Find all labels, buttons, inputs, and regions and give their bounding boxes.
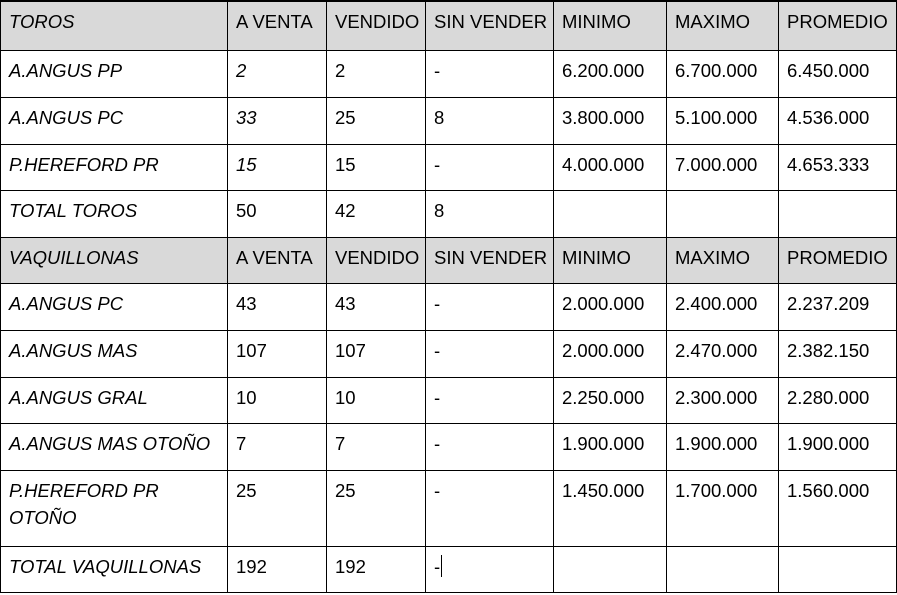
- table-row: [1, 50, 897, 97]
- maximo-cell: 1.700.000: [667, 470, 779, 546]
- header-minimo: MINIMO: [554, 237, 667, 283]
- table-row: [1, 97, 897, 144]
- breed-cell: A.ANGUS PC: [1, 97, 228, 144]
- maximo-cell: 2.300.000: [667, 377, 779, 423]
- total-vendido: 42: [327, 190, 426, 237]
- total-vendido: 192: [327, 546, 426, 592]
- toros-total-row: [1, 190, 897, 237]
- minimo-cell: 1.900.000: [554, 423, 667, 470]
- header-maximo: MAXIMO: [667, 1, 779, 50]
- header-promedio: PROMEDIO: [779, 237, 897, 283]
- breed-cell: P.HEREFORD PR: [1, 144, 228, 190]
- sin-vender-cell: -: [426, 423, 554, 470]
- maximo-cell: 2.470.000: [667, 330, 779, 377]
- promedio-cell: 6.450.000: [779, 50, 897, 97]
- vendido-cell: 43: [327, 283, 426, 330]
- vaquillonas-header-row: [1, 237, 897, 283]
- maximo-cell: 6.700.000: [667, 50, 779, 97]
- total-a-venta: 50: [228, 190, 327, 237]
- promedio-cell: 2.382.150: [779, 330, 897, 377]
- a-venta-cell: 33: [228, 97, 327, 144]
- total-sin-vender: -: [434, 555, 441, 577]
- header-sin-vender: SIN VENDER: [426, 1, 554, 50]
- total-promedio: [779, 190, 897, 237]
- total-label: TOTAL TOROS: [1, 190, 228, 237]
- table-row: [1, 283, 897, 330]
- a-venta-cell: 43: [228, 283, 327, 330]
- toros-header-row: [1, 1, 897, 50]
- vendido-cell: 2: [327, 50, 426, 97]
- total-sin-vender: 8: [426, 190, 554, 237]
- sin-vender-cell: -: [426, 144, 554, 190]
- table-row: [1, 330, 897, 377]
- minimo-cell: 4.000.000: [554, 144, 667, 190]
- total-minimo: [554, 190, 667, 237]
- table-row: [1, 144, 897, 190]
- minimo-cell: 3.800.000: [554, 97, 667, 144]
- sin-vender-cell: -: [426, 330, 554, 377]
- table-row: [1, 470, 897, 546]
- header-maximo: MAXIMO: [667, 237, 779, 283]
- a-venta-cell: 107: [228, 330, 327, 377]
- minimo-cell: 2.000.000: [554, 283, 667, 330]
- maximo-cell: 5.100.000: [667, 97, 779, 144]
- breed-cell: A.ANGUS MAS: [1, 330, 228, 377]
- total-a-venta: 192: [228, 546, 327, 592]
- breed-cell: A.ANGUS MAS OTOÑO: [1, 423, 228, 470]
- vendido-cell: 15: [327, 144, 426, 190]
- promedio-cell: 4.653.333: [779, 144, 897, 190]
- total-sin-vender-cell[interactable]: [426, 546, 554, 592]
- header-vendido: VENDIDO: [327, 1, 426, 50]
- promedio-cell: 1.560.000: [779, 470, 897, 546]
- minimo-cell: 1.450.000: [554, 470, 667, 546]
- table-row: [1, 423, 897, 470]
- header-a-venta: A VENTA: [228, 1, 327, 50]
- breed-cell: A.ANGUS GRAL: [1, 377, 228, 423]
- total-promedio: [779, 546, 897, 592]
- table-row: [1, 377, 897, 423]
- a-venta-cell: 15: [228, 144, 327, 190]
- header-minimo: MINIMO: [554, 1, 667, 50]
- sin-vender-cell: -: [426, 377, 554, 423]
- sin-vender-cell: -: [426, 283, 554, 330]
- a-venta-cell: 7: [228, 423, 327, 470]
- vendido-cell: 107: [327, 330, 426, 377]
- vendido-cell: 10: [327, 377, 426, 423]
- total-minimo: [554, 546, 667, 592]
- breed-cell: P.HEREFORD PR OTOÑO: [1, 470, 228, 546]
- breed-cell: A.ANGUS PP: [1, 50, 228, 97]
- sin-vender-cell: 8: [426, 97, 554, 144]
- minimo-cell: 2.000.000: [554, 330, 667, 377]
- vendido-cell: 7: [327, 423, 426, 470]
- vendido-cell: 25: [327, 470, 426, 546]
- minimo-cell: 6.200.000: [554, 50, 667, 97]
- breed-cell: A.ANGUS PC: [1, 283, 228, 330]
- header-category: VAQUILLONAS: [1, 237, 228, 283]
- maximo-cell: 2.400.000: [667, 283, 779, 330]
- vendido-cell: 25: [327, 97, 426, 144]
- header-category: TOROS: [1, 1, 228, 50]
- sin-vender-cell: -: [426, 470, 554, 546]
- sin-vender-cell: -: [426, 50, 554, 97]
- promedio-cell: 2.237.209: [779, 283, 897, 330]
- a-venta-cell: 10: [228, 377, 327, 423]
- minimo-cell: 2.250.000: [554, 377, 667, 423]
- header-vendido: VENDIDO: [327, 237, 426, 283]
- total-label: TOTAL VAQUILLONAS: [1, 546, 228, 592]
- maximo-cell: 7.000.000: [667, 144, 779, 190]
- text-cursor: [441, 555, 442, 577]
- a-venta-cell: 2: [228, 50, 327, 97]
- header-sin-vender: SIN VENDER: [426, 237, 554, 283]
- header-promedio: PROMEDIO: [779, 1, 897, 50]
- total-maximo: [667, 190, 779, 237]
- a-venta-cell: 25: [228, 470, 327, 546]
- header-a-venta: A VENTA: [228, 237, 327, 283]
- promedio-cell: 2.280.000: [779, 377, 897, 423]
- total-maximo: [667, 546, 779, 592]
- promedio-cell: 1.900.000: [779, 423, 897, 470]
- maximo-cell: 1.900.000: [667, 423, 779, 470]
- vaquillonas-total-row: [1, 546, 897, 592]
- promedio-cell: 4.536.000: [779, 97, 897, 144]
